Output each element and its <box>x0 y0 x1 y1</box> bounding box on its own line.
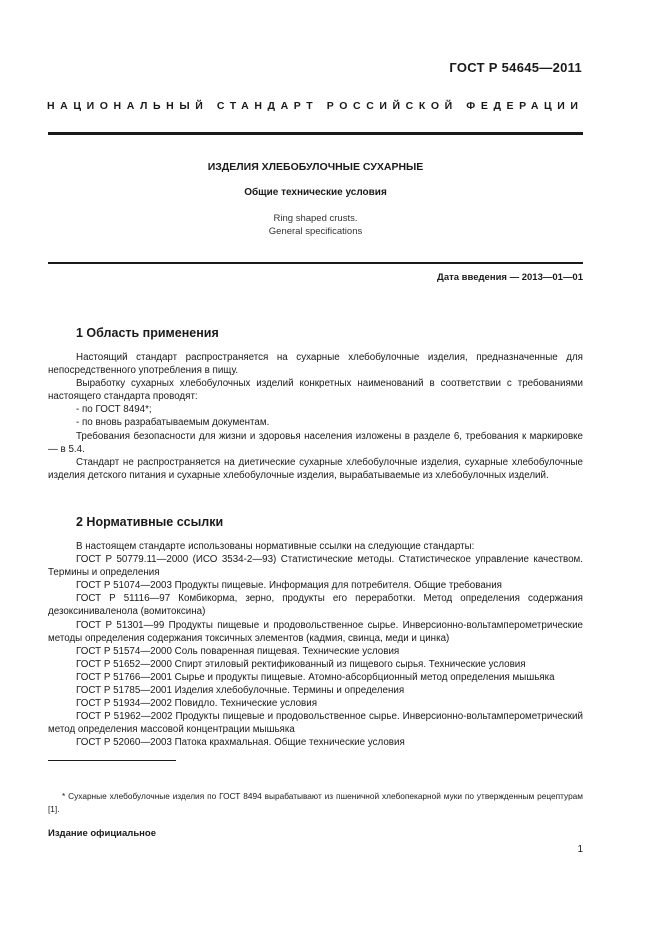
reference-item: ГОСТ Р 52060—2003 Патока крахмальная. Общие технические условия <box>76 737 405 749</box>
reference-item: ГОСТ Р 51766—2001 Сырье и продукты пищевые. Атомно-абсорбционный метод определения мышьяка <box>76 671 555 683</box>
reference-item: В настоящем стандарте использованы нормативные ссылки на следующие стандарты: <box>76 541 475 552</box>
reference-item: ГОСТ Р 51074—2003 Продукты пищевые. Информация для потребителя. Общие требования <box>76 580 502 592</box>
paragraph: Настоящий стандарт распространяется на сухарные хлебобулочные изделия, предназначенные для непосредственного употребления в пищу. <box>48 352 583 377</box>
list-item: - по вновь разрабатываемым документам. <box>76 417 270 429</box>
page-number: 1 <box>577 844 583 855</box>
reference-item: ГОСТ Р 51962—2002 Продукты пищевые и продовольственное сырье. Инверсионно-вольтамперометрический метод определения массовой концентрации мышьяка <box>48 711 583 736</box>
list-item: - по ГОСТ 8494*; <box>76 404 152 416</box>
section-1-heading: 1 Область применения <box>76 326 219 340</box>
paragraph: Стандарт не распространяется на диетические сухарные хлебобулочные изделия, сухарные хлебобулочные изделия детского питания и сухарные хлебобулочные изделия, вырабатываемые из хлебобулочных изделий. <box>48 456 583 481</box>
paragraph: Требования безопасности для жизни и здоровья населения изложены в разделе 6, требования к маркировке — в 5.4. <box>48 430 583 455</box>
reference-item: ГОСТ Р 51574—2000 Соль поваренная пищевая. Технические условия <box>76 645 400 657</box>
footnote: * Сухарные хлебобулочные изделия по ГОСТ 8494 вырабатывают из пшеничной хлебопекарной муки по утвержденным рецептурам [1]. <box>48 791 583 814</box>
reference-item: ГОСТ Р 51934—2002 Повидло. Технические условия <box>76 698 318 710</box>
english-subtitle: General specifications <box>268 226 363 237</box>
english-title: Ring shaped crusts. <box>273 213 358 224</box>
reference-item: ГОСТ Р 51301—99 Продукты пищевые и продовольственное сырье. Инверсионно-вольтамперометрические методы определения содержания токсичных элементов (кадмия, свинца, меди и цинка) <box>48 619 583 644</box>
title-rule <box>48 262 583 264</box>
header-rule <box>48 132 583 135</box>
section-2-body <box>48 540 583 750</box>
reference-item: ГОСТ Р 50779.11—2000 (ИСО 3534-2—93) Статистические методы. Статистическое управление качеством. Термины и определения <box>48 554 583 579</box>
section-1-body <box>48 351 583 482</box>
standard-banner: НАЦИОНАЛЬНЫЙ СТАНДАРТ РОССИЙСКОЙ ФЕДЕРАЦИИ <box>47 100 584 112</box>
document-subtitle: Общие технические условия <box>244 187 387 198</box>
document-title: ИЗДЕЛИЯ ХЛЕБОБУЛОЧНЫЕ СУХАРНЫЕ <box>207 161 424 173</box>
reference-item: ГОСТ Р 51652—2000 Спирт этиловый ректификованный из пищевого сырья. Технические условия <box>76 658 526 670</box>
reference-item: ГОСТ Р 51116—97 Комбикорма, зерно, продукты его переработки. Метод определения содержания дезоксиниваленола (вомитоксина) <box>48 593 583 618</box>
introduction-date: Дата введения — 2013—01—01 <box>437 272 583 283</box>
paragraph: Выработку сухарных хлебобулочных изделий конкретных наименований в соответствии с требованиями настоящего стандарта проводят: <box>48 378 583 403</box>
edition-note: Издание официальное <box>48 828 156 839</box>
section-2-heading: 2 Нормативные ссылки <box>76 515 224 529</box>
reference-item: ГОСТ Р 51785—2001 Изделия хлебобулочные. Термины и определения <box>76 685 405 697</box>
footnote-rule <box>48 760 176 761</box>
document-number: ГОСТ Р 54645—2011 <box>449 60 582 75</box>
